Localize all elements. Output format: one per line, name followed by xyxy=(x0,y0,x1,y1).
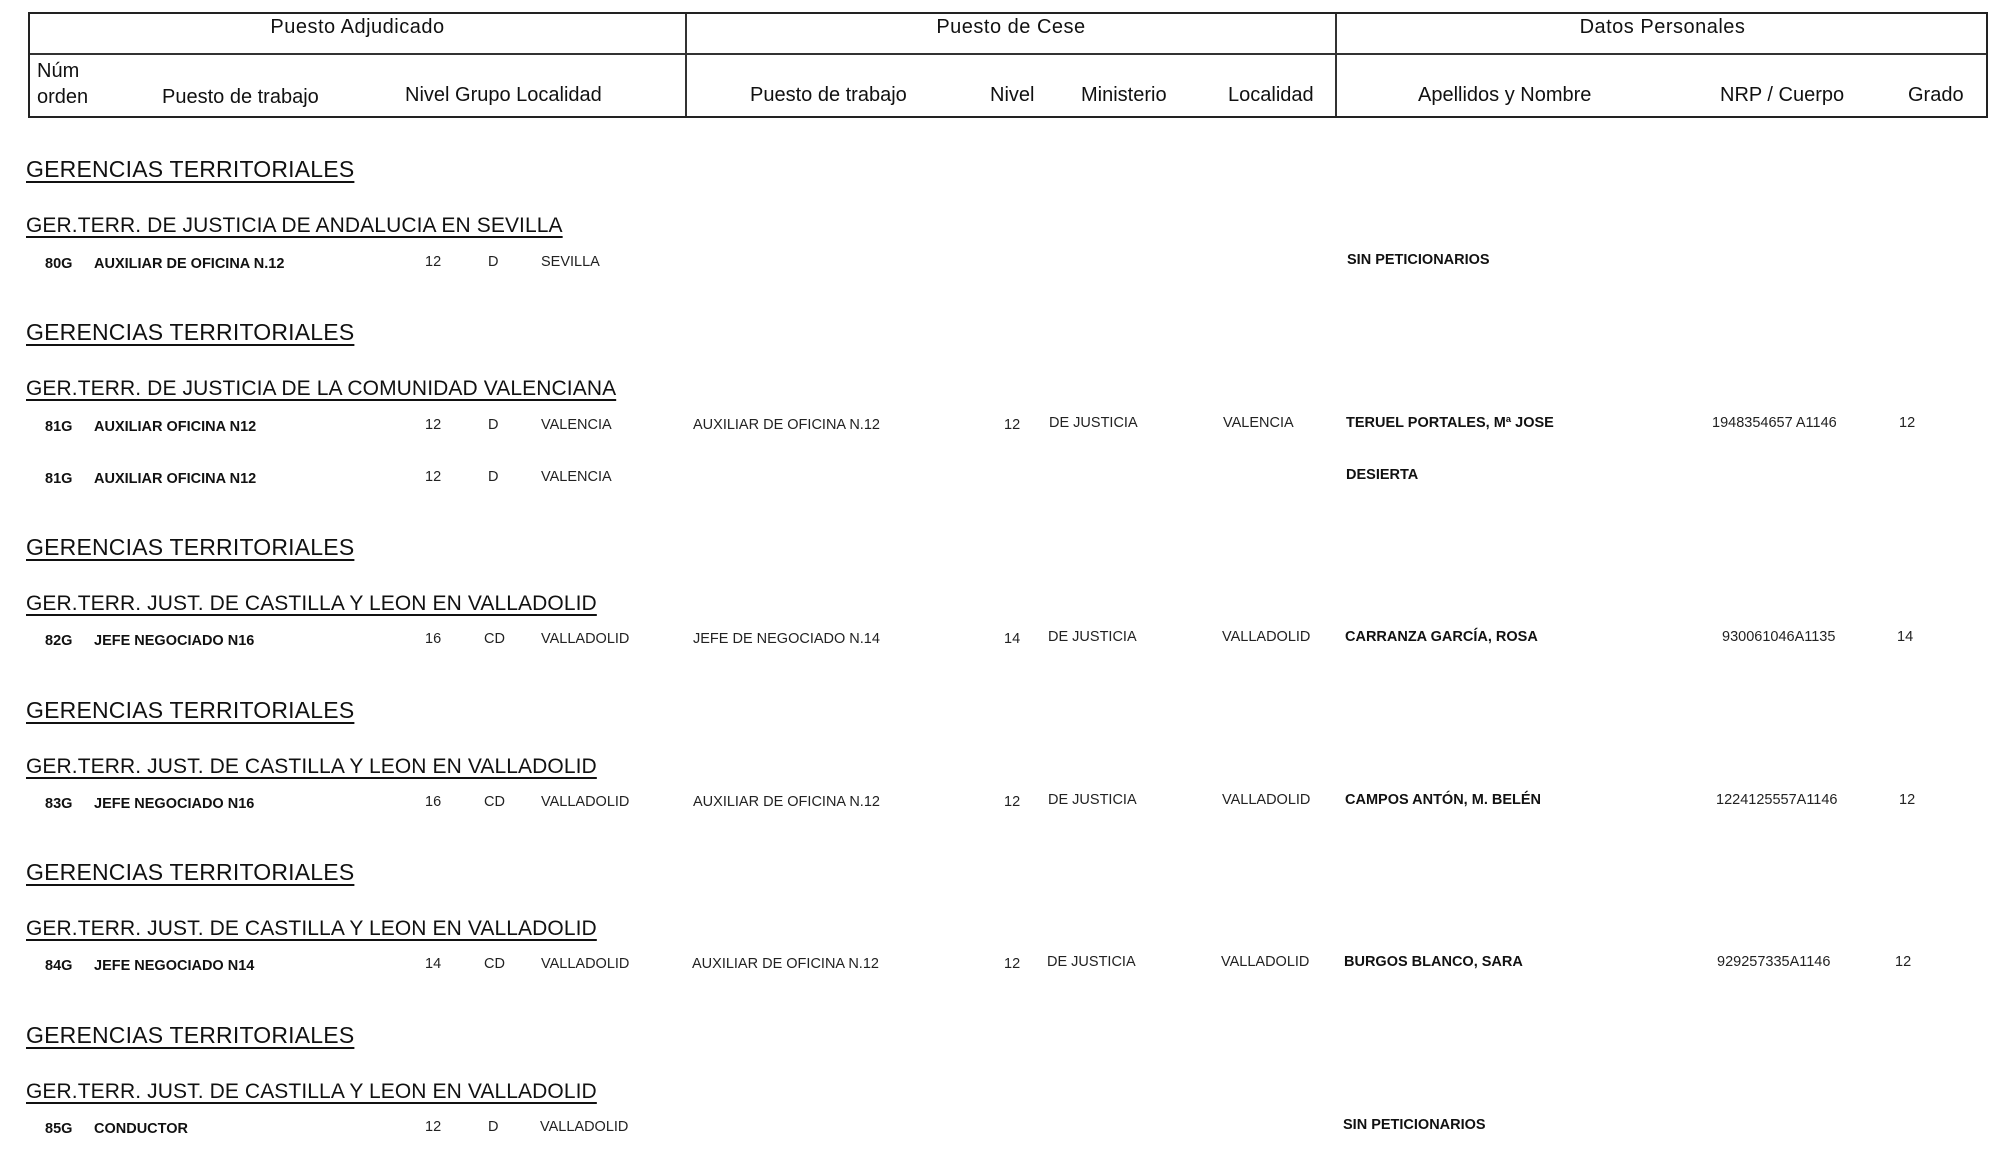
header-divider-horizontal xyxy=(30,53,1986,55)
cell-grado: 14 xyxy=(1897,629,1914,645)
cell-localidad: VALLADOLID xyxy=(541,956,630,972)
group-title-puesto-cese: Puesto de Cese xyxy=(936,16,1086,38)
cell-num: 84G xyxy=(45,958,73,974)
cell-num: 81G xyxy=(45,471,73,487)
cell-nivel: 16 xyxy=(425,631,442,647)
section-subheading: GER.TERR. DE JUSTICIA DE LA COMUNIDAD VALENCIANA xyxy=(26,377,617,400)
cell-puesto: JEFE NEGOCIADO N16 xyxy=(94,796,255,812)
cell-nrp: 930061046A1135 xyxy=(1722,629,1836,645)
cell-nombre: SIN PETICIONARIOS xyxy=(1343,1117,1486,1133)
section-subheading: GER.TERR. DE JUSTICIA DE ANDALUCIA EN SEVILLA xyxy=(26,214,563,237)
section-subheading: GER.TERR. JUST. DE CASTILLA Y LEON EN VALLADOLID xyxy=(26,1080,597,1103)
cell-nivel: 16 xyxy=(425,794,442,810)
cell-nivel: 14 xyxy=(425,956,442,972)
cell-cese-puesto: JEFE DE NEGOCIADO N.14 xyxy=(693,631,880,647)
cell-puesto: AUXILIAR OFICINA N12 xyxy=(94,419,257,435)
section-heading: GERENCIAS TERRITORIALES xyxy=(26,697,355,723)
cell-cese-puesto: AUXILIAR DE OFICINA N.12 xyxy=(693,417,880,433)
section-heading: GERENCIAS TERRITORIALES xyxy=(26,534,355,560)
cell-grupo: CD xyxy=(484,631,505,647)
col-puesto-trabajo: Puesto de trabajo xyxy=(162,86,319,108)
cell-nivel: 12 xyxy=(425,254,442,270)
col-cese-puesto-trabajo: Puesto de trabajo xyxy=(750,84,907,106)
cell-nombre: SIN PETICIONARIOS xyxy=(1347,252,1490,268)
cell-localidad: VALLADOLID xyxy=(540,1119,629,1135)
col-num-orden-line1: Núm xyxy=(37,60,80,82)
cell-cese-localidad: VALLADOLID xyxy=(1222,629,1311,645)
cell-num: 80G xyxy=(45,256,73,272)
section-heading: GERENCIAS TERRITORIALES xyxy=(26,156,355,182)
cell-puesto: AUXILIAR OFICINA N12 xyxy=(94,471,257,487)
cell-nombre: BURGOS BLANCO, SARA xyxy=(1344,954,1523,970)
cell-grupo: D xyxy=(488,1119,499,1135)
section-heading: GERENCIAS TERRITORIALES xyxy=(26,319,355,345)
cell-localidad: SEVILLA xyxy=(541,254,600,270)
cell-nombre: TERUEL PORTALES, Mª JOSE xyxy=(1346,415,1554,431)
cell-cese-nivel: 12 xyxy=(1004,794,1021,810)
cell-nombre: CARRANZA GARCÍA, ROSA xyxy=(1345,629,1538,645)
cell-cese-nivel: 12 xyxy=(1004,956,1021,972)
cell-grupo: CD xyxy=(484,794,505,810)
cell-num: 85G xyxy=(45,1121,73,1137)
cell-puesto: JEFE NEGOCIADO N16 xyxy=(94,633,255,649)
cell-num: 83G xyxy=(45,796,73,812)
cell-grado: 12 xyxy=(1899,792,1916,808)
cell-cese-nivel: 14 xyxy=(1004,631,1021,647)
cell-cese-ministerio: DE JUSTICIA xyxy=(1047,954,1136,970)
col-cese-ministerio: Ministerio xyxy=(1081,84,1167,106)
cell-cese-localidad: VALLADOLID xyxy=(1221,954,1310,970)
cell-puesto: CONDUCTOR xyxy=(94,1121,188,1137)
cell-cese-ministerio: DE JUSTICIA xyxy=(1049,415,1138,431)
cell-grupo: D xyxy=(488,417,499,433)
cell-cese-ministerio: DE JUSTICIA xyxy=(1048,792,1137,808)
col-num-orden-line2: orden xyxy=(37,86,89,108)
group-title-puesto-adjudicado: Puesto Adjudicado xyxy=(270,16,445,38)
cell-cese-nivel: 12 xyxy=(1004,417,1021,433)
section-heading: GERENCIAS TERRITORIALES xyxy=(26,1022,355,1048)
cell-nombre: DESIERTA xyxy=(1346,467,1419,483)
col-apellidos-nombre: Apellidos y Nombre xyxy=(1418,84,1592,106)
cell-nombre: CAMPOS ANTÓN, M. BELÉN xyxy=(1345,792,1542,808)
cell-nrp: 1948354657 A1146 xyxy=(1712,415,1837,431)
section-subheading: GER.TERR. JUST. DE CASTILLA Y LEON EN VALLADOLID xyxy=(26,755,597,778)
col-grado: Grado xyxy=(1908,84,1964,106)
cell-puesto: AUXILIAR DE OFICINA N.12 xyxy=(94,256,285,272)
section-subheading: GER.TERR. JUST. DE CASTILLA Y LEON EN VALLADOLID xyxy=(26,917,597,940)
cell-localidad: VALLADOLID xyxy=(541,631,630,647)
cell-nrp: 1224125557A1146 xyxy=(1716,792,1838,808)
col-cese-localidad: Localidad xyxy=(1228,84,1314,106)
cell-nivel: 12 xyxy=(425,469,442,485)
cell-nivel: 12 xyxy=(425,417,442,433)
cell-localidad: VALENCIA xyxy=(541,417,612,433)
cell-localidad: VALENCIA xyxy=(541,469,612,485)
cell-num: 82G xyxy=(45,633,73,649)
cell-nivel: 12 xyxy=(425,1119,442,1135)
cell-puesto: JEFE NEGOCIADO N14 xyxy=(94,958,255,974)
cell-cese-puesto: AUXILIAR DE OFICINA N.12 xyxy=(693,794,880,810)
section-heading: GERENCIAS TERRITORIALES xyxy=(26,859,355,885)
column-header-table xyxy=(28,12,1988,118)
cell-cese-localidad: VALLADOLID xyxy=(1222,792,1311,808)
cell-nrp: 929257335A1146 xyxy=(1717,954,1831,970)
cell-grupo: D xyxy=(488,469,499,485)
cell-localidad: VALLADOLID xyxy=(541,794,630,810)
col-nivel-grupo-localidad: Nivel Grupo Localidad xyxy=(405,84,602,106)
cell-cese-localidad: VALENCIA xyxy=(1223,415,1294,431)
cell-cese-ministerio: DE JUSTICIA xyxy=(1048,629,1137,645)
cell-grado: 12 xyxy=(1899,415,1916,431)
col-cese-nivel: Nivel xyxy=(990,84,1035,106)
cell-grupo: CD xyxy=(484,956,505,972)
section-subheading: GER.TERR. JUST. DE CASTILLA Y LEON EN VALLADOLID xyxy=(26,592,597,615)
cell-cese-puesto: AUXILIAR DE OFICINA N.12 xyxy=(692,956,879,972)
cell-grupo: D xyxy=(488,254,499,270)
cell-grado: 12 xyxy=(1895,954,1912,970)
cell-num: 81G xyxy=(45,419,73,435)
col-nrp-cuerpo: NRP / Cuerpo xyxy=(1720,84,1845,106)
group-title-datos-personales: Datos Personales xyxy=(1579,16,1746,38)
